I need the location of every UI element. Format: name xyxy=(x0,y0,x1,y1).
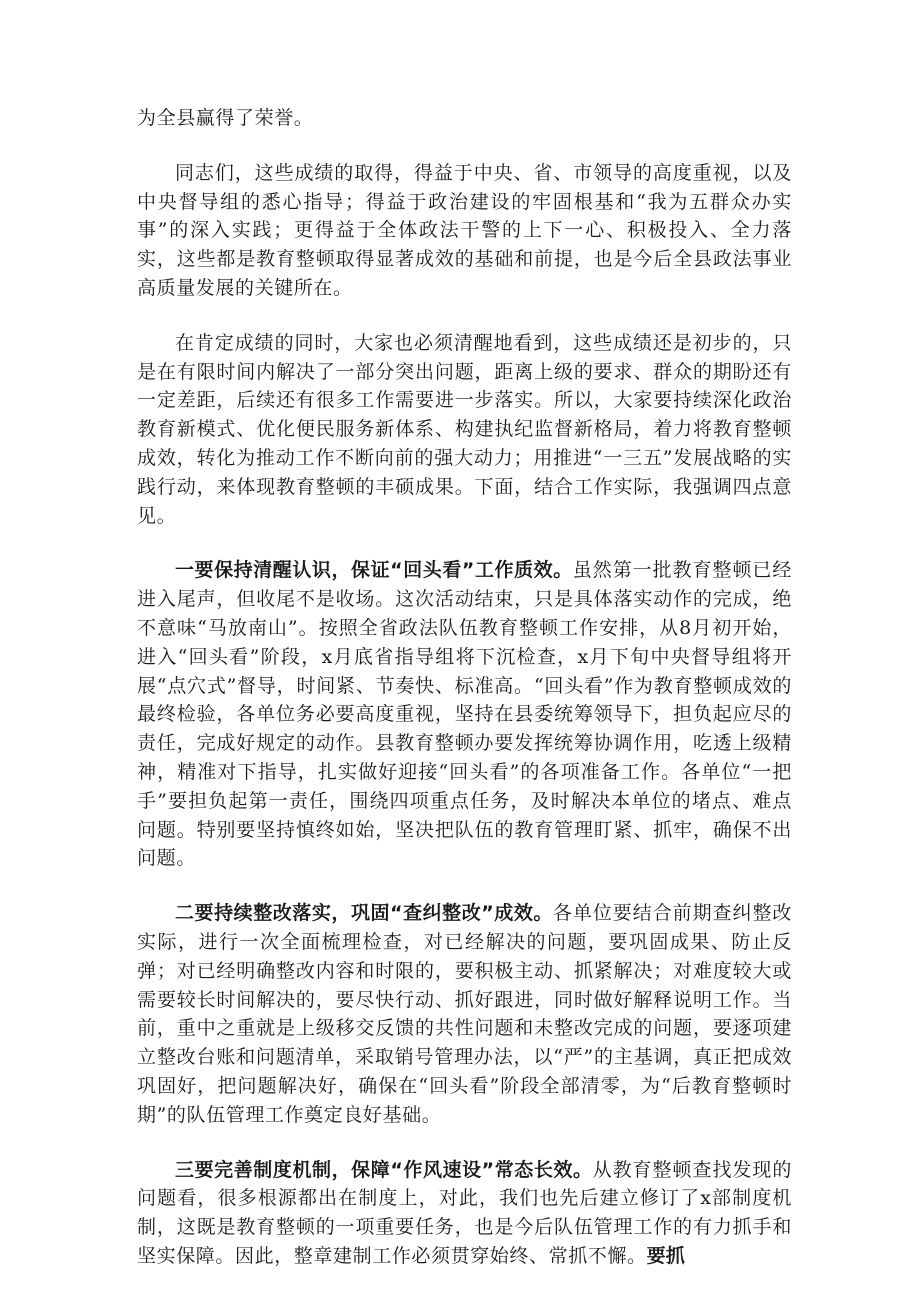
paragraph-point-three xyxy=(137,1156,792,1271)
paragraph-point-two xyxy=(137,899,792,1129)
paragraph-text: 虽然第一批教育整顿已经进入尾声，但收尾不是收场。这次活动结束，只是具体落实动作的完成，绝不意味“马放南山”。按照全省政法队伍教育整顿工作安排，从8月初开始，进入“回头看”阶段，x月底省指导组将下沉检查，x月下旬中央督导组将开展“点穴式”督导，时间紧、节奏快、标准高。“回头看”作为教育整顿成效的最终检验，各单位务必要高度重视，坚持在县委统筹领导下，担负起应尽的责任，完成好规定的动作。县教育整顿办要发挥统筹协调作用，吃透上级精神，精准对下指导，扎实做好迎接“回头看”的各项准备工作。各单位“一把手”要担负起第一责任，围绕四项重点任务，及时解决本单位的堵点、难点问题。特别要坚持慎终如始，坚决把队伍的教育管理盯紧、抓牢，确保不出问题。 xyxy=(137,559,792,870)
paragraph-text: 在肯定成绩的同时，大家也必须清醒地看到，这些成绩还是初步的，只是在有限时间内解决了一部分突出问题，距离上级的要求、群众的期盼还有一定差距，后续还有很多工作需要进一步落实。所以，大家要持续深化政治教育新模式、优化便民服务新体系、构建执纪监督新格局，着力将教育整顿成效，转化为推动工作不断向前的强大动力；用推进“一三五”发展战略的实践行动，来体现教育整顿的丰硕成果。下面，结合工作实际，我强调四点意见。 xyxy=(137,331,792,527)
paragraph-text: 为全县赢得了荣誉。 xyxy=(137,107,314,129)
point-one-heading: 一要保持清醒认识，保证“回头看”工作质效。 xyxy=(175,559,573,582)
paragraph-text: 从教育整顿查找发现的问题看，很多根源都出在制度上，对此，我们也先后建立修订了x部制度机制，这既是教育整顿的一项重要任务，也是今后队伍管理工作的有力抓手和坚实保障。因此，整章建制工作必须贯穿始终、常抓不懈。 xyxy=(137,1158,792,1267)
paragraph-gaps xyxy=(137,329,792,531)
paragraph-tail-bold: 要抓 xyxy=(646,1244,686,1267)
document-page xyxy=(137,104,792,1271)
point-two-heading: 二要持续整改落实，巩固“查纠整改”成效。 xyxy=(175,902,553,925)
paragraph-text: 各单位要结合前期查纠整改实际，进行一次全面梳理检查，对已经解决的问题，要巩固成果、防止反弹；对已经明确整改内容和时限的，要积极主动、抓紧解决；对难度较大或需要较长时间解决的，要尽快行动、抓好跟进，同时做好解释说明工作。当前，重中之重就是上级移交反馈的共性问题和未整改完成的问题，要逐项建立整改台账和问题清单，采取销号管理办法，以“严”的主基调，真正把成效巩固好，把问题解决好，确保在“回头看”阶段全部清零，为“后教育整顿时期”的队伍管理工作奠定良好基础。 xyxy=(137,902,792,1126)
paragraph-achievements xyxy=(137,159,792,303)
point-three-heading: 三要完善制度机制，保障“作风速设”常态长效。 xyxy=(175,1158,593,1181)
paragraph-continuation xyxy=(137,104,792,133)
paragraph-point-one xyxy=(137,556,792,873)
paragraph-text: 同志们，这些成绩的取得，得益于中央、省、市领导的高度重视，以及中央督导组的悉心指导；得益于政治建设的牢固根基和“我为五群众办实事”的深入实践；更得益于全体政法干警的上下一心、积极投入、全力落实，这些都是教育整顿取得显著成效的基础和前提，也是今后全县政法事业高质量发展的关键所在。 xyxy=(137,161,792,299)
